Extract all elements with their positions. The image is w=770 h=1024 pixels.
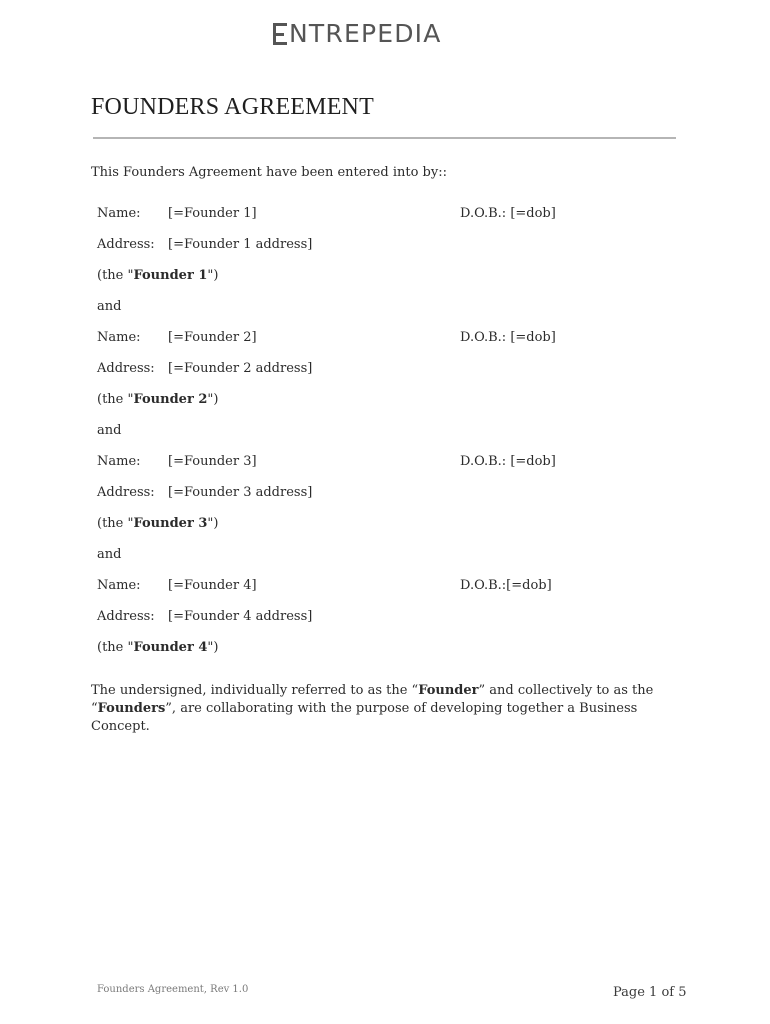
founder-2-address-value: [=Founder 2 address] bbox=[168, 361, 313, 376]
founder-2-dob: D.O.B.: [=dob] bbox=[460, 330, 556, 345]
founder-3-name-value: [=Founder 3] bbox=[168, 454, 257, 469]
founder-1-address-value: [=Founder 1 address] bbox=[168, 237, 313, 252]
closing-paragraph: The undersigned, individually referred to as the “Founder” and collectively to as the “Founders”, are collaborating with the purpose of developing together a Business Concept. bbox=[91, 683, 654, 734]
footer-document-name: Founders Agreement, Rev 1.0 bbox=[97, 984, 249, 995]
founder-4-name-value: [=Founder 4] bbox=[168, 578, 257, 593]
founder-1-name-value: [=Founder 1] bbox=[168, 206, 257, 221]
intro-text: This Founders Agreement have been entered into by:: bbox=[91, 165, 447, 180]
founder-4-name-label: Name: bbox=[97, 578, 141, 593]
title-divider bbox=[93, 137, 676, 139]
founder-3-dob: D.O.B.: [=dob] bbox=[460, 454, 556, 469]
founder-2-name-value: [=Founder 2] bbox=[168, 330, 257, 345]
founder-1-address-label: Address: bbox=[97, 237, 155, 252]
entrepedia-logo bbox=[273, 19, 442, 49]
founder-4-dob: D.O.B.:[=dob] bbox=[460, 578, 552, 593]
founder-4-address-label: Address: bbox=[97, 609, 155, 624]
founder-3-name-label: Name: bbox=[97, 454, 141, 469]
founder-2-name-label: Name: bbox=[97, 330, 141, 345]
founder-1-name-label: Name: bbox=[97, 206, 141, 221]
founder-1-reference: (the "Founder 1") bbox=[97, 268, 219, 283]
founder-3-reference: (the "Founder 3") bbox=[97, 516, 219, 531]
founder-3-address-label: Address: bbox=[97, 485, 155, 500]
logo-text: NTREPEDIA bbox=[289, 19, 442, 48]
footer-page-number: Page 1 of 5 bbox=[613, 985, 687, 1000]
document-title: FOUNDERS AGREEMENT bbox=[91, 94, 374, 120]
founder-1-dob: D.O.B.: [=dob] bbox=[460, 206, 556, 221]
founder-3-address-value: [=Founder 3 address] bbox=[168, 485, 313, 500]
founder-2-reference: (the "Founder 2") bbox=[97, 392, 219, 407]
founder-2-address-label: Address: bbox=[97, 361, 155, 376]
logo-e-mark bbox=[273, 22, 287, 46]
connector-and-1: and bbox=[97, 299, 122, 314]
connector-and-3: and bbox=[97, 547, 122, 562]
founder-4-reference: (the "Founder 4") bbox=[97, 640, 219, 655]
connector-and-2: and bbox=[97, 423, 122, 438]
founder-4-address-value: [=Founder 4 address] bbox=[168, 609, 313, 624]
